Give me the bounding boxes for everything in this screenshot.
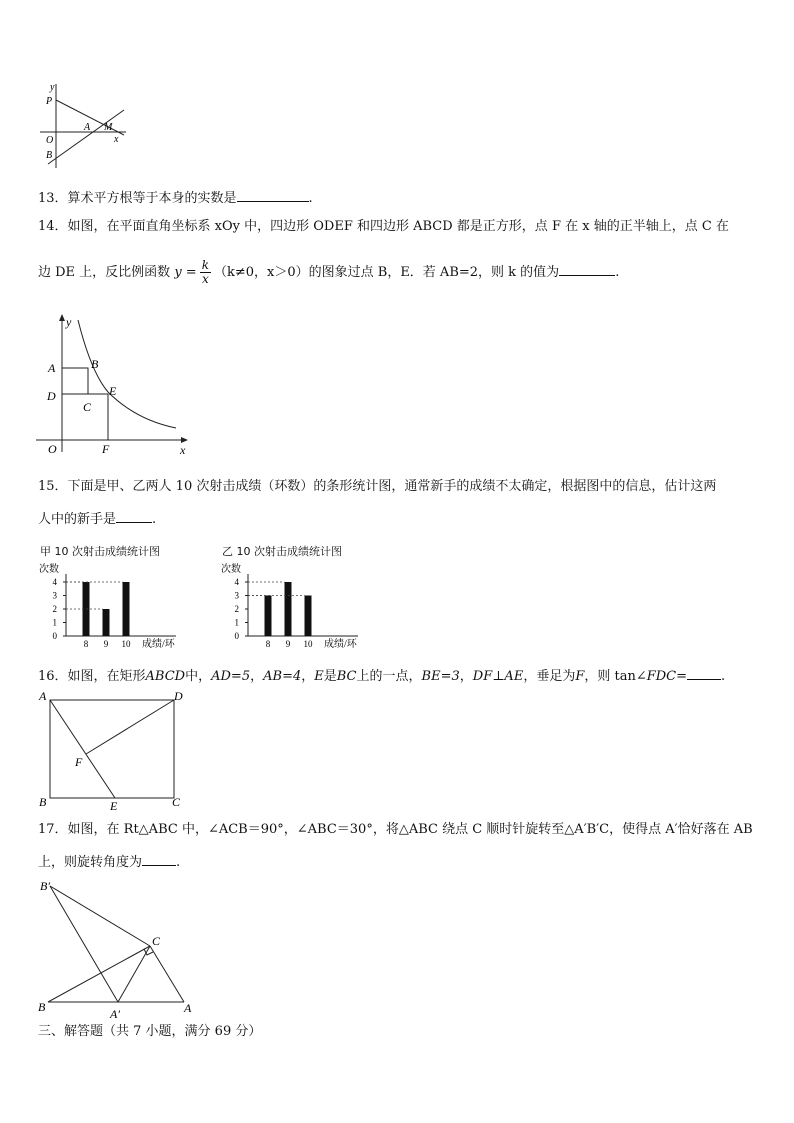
label-p: P xyxy=(46,96,53,107)
chart-y-tick-label: 3 xyxy=(234,590,239,601)
q14-y-eq: y = xyxy=(174,265,197,280)
question-15-line1: 15．下面是甲、乙两人 10 次射击成绩（环数）的条形统计图，通常新手的成绩不太确定，根据图中的信息，估计这两 xyxy=(38,479,717,494)
chart-x-tick-label: 9 xyxy=(103,639,109,649)
chart-jia xyxy=(36,560,186,655)
section-3-heading: 三、解答题（共 7 小题，满分 69 分） xyxy=(38,1024,262,1039)
chart-x-tick-label: 8 xyxy=(265,639,271,649)
label-o: O xyxy=(46,135,54,146)
question-13-end: . xyxy=(308,191,313,206)
q16-abcd: ABCD xyxy=(145,669,186,684)
label-d: D xyxy=(47,389,56,403)
question-17-line1: 17．如图，在 Rt△ABC 中，∠ACB＝90°，∠ABC＝30°，将△ABC 绕点 C 顺时针旋转至△A′B′C，使得点 A′恰好落在 AB xyxy=(38,822,753,837)
chart-y-label: 次数 xyxy=(221,564,241,575)
question-14-line1: 14．如图，在平面直角坐标系 xOy 中，四边形 ODEF 和四边形 ABCD 都是正方形，点 F 在 x 轴的正半轴上，点 C 在 xyxy=(38,219,729,234)
label-a: A xyxy=(84,122,91,133)
label-d: D xyxy=(174,689,183,703)
square-abcd xyxy=(62,368,88,394)
label-f: F xyxy=(75,755,83,769)
question-14-line2 xyxy=(38,258,619,290)
y-arrow xyxy=(59,314,65,321)
label-c: C xyxy=(83,400,92,414)
chart-y-label: 次数 xyxy=(39,564,59,575)
q16-sep: ， xyxy=(301,669,315,684)
segment-ca xyxy=(150,946,184,1002)
chart-bar-10 xyxy=(305,596,312,637)
q12-figure xyxy=(36,80,136,170)
chart-y-tick-label: 1 xyxy=(52,617,57,628)
label-c: C xyxy=(152,934,161,948)
chart-y-tick-label: 0 xyxy=(234,631,239,641)
chart-x-tick-label: 10 xyxy=(303,639,313,649)
answer-blank xyxy=(116,510,152,523)
segment-df xyxy=(86,700,174,754)
q17-end: . xyxy=(176,855,181,870)
q16-text-c: 是 xyxy=(323,669,337,684)
label-e: E xyxy=(109,384,117,398)
answer-blank xyxy=(237,189,309,202)
q16-be: BE=3 xyxy=(421,669,460,684)
segment-ae xyxy=(50,700,115,798)
chart-jia-title: 甲 10 次射击成绩统计图 xyxy=(40,545,160,558)
hyperbola-curve xyxy=(78,320,176,428)
question-13-text: 13．算术平方根等于本身的实数是 xyxy=(38,191,237,206)
q16-e: E xyxy=(314,669,324,684)
label-b: B xyxy=(38,1000,46,1014)
segment-b-prime-c xyxy=(50,886,150,946)
q16-f: F xyxy=(575,669,585,684)
label-c: C xyxy=(172,795,181,809)
answer-blank xyxy=(559,263,615,276)
line-b xyxy=(48,110,124,164)
rectangle-abcd xyxy=(50,700,174,798)
chart-x-tick-label: 10 xyxy=(121,639,131,649)
q16-sep: ， xyxy=(459,669,473,684)
q16-ab: AB=4 xyxy=(263,669,302,684)
q16-text-f: ，则 tan∠ xyxy=(584,669,647,684)
chart-yi xyxy=(218,560,368,655)
q16-ad: AD=5 xyxy=(211,669,251,684)
frac-numerator: k xyxy=(201,258,209,272)
chart-x-tick-label: 9 xyxy=(285,639,291,649)
chart-bar-8 xyxy=(265,596,272,637)
label-m: M xyxy=(104,122,113,133)
label-e: E xyxy=(110,799,118,813)
chart-bar-9 xyxy=(103,609,110,636)
q16-text-a: 16．如图，在矩形 xyxy=(38,669,146,684)
q16-sep: ， xyxy=(250,669,264,684)
answer-blank xyxy=(142,853,176,866)
label-y: y xyxy=(66,315,72,329)
q16-dfae: DF⊥AE xyxy=(472,669,524,684)
label-b: B xyxy=(91,357,99,371)
label-a: A xyxy=(48,361,56,375)
question-15-line2 xyxy=(38,510,156,528)
chart-x-label: 成绩/环 xyxy=(324,639,357,650)
q16-end: . xyxy=(721,669,726,684)
q16-text-e: ，垂足为 xyxy=(523,669,576,684)
q17-figure xyxy=(36,874,206,1024)
chart-yi-title: 乙 10 次射击成绩统计图 xyxy=(222,545,342,558)
q14-figure xyxy=(36,312,196,462)
label-a: A xyxy=(39,689,47,703)
q16-figure xyxy=(36,688,196,813)
segment-bc xyxy=(48,946,150,1002)
question-16 xyxy=(38,667,725,685)
q16-text-b: 中， xyxy=(185,669,212,684)
chart-y-tick-label: 1 xyxy=(234,617,239,628)
chart-y-tick-label: 2 xyxy=(234,604,239,614)
q17-text: 上，则旋转角度为 xyxy=(38,855,143,870)
label-x: x xyxy=(180,443,186,457)
label-f: F xyxy=(102,442,110,456)
chart-y-tick-label: 2 xyxy=(52,604,57,614)
segment-b-prime-a-prime xyxy=(50,886,118,1002)
q16-bc: BC xyxy=(336,669,357,684)
q16-fdc: FDC= xyxy=(646,669,688,684)
chart-x-label: 成绩/环 xyxy=(142,639,175,650)
frac-denominator: x xyxy=(201,272,209,286)
label-b: B xyxy=(46,150,53,161)
chart-x-tick-label: 8 xyxy=(83,639,89,649)
label-x: x xyxy=(114,134,119,145)
q15-end: . xyxy=(152,512,157,527)
label-y: y xyxy=(50,82,55,93)
label-a: A xyxy=(184,1001,192,1015)
q14-end: . xyxy=(615,265,620,280)
answer-blank xyxy=(687,667,721,680)
label-b-prime: B′ xyxy=(40,879,50,893)
q15-text: 人中的新手是 xyxy=(38,512,117,527)
chart-bar-9 xyxy=(285,582,292,636)
q14-text-a: 边 DE 上，反比例函数 xyxy=(38,265,171,280)
chart-bar-10 xyxy=(123,582,130,636)
q14-fraction xyxy=(200,259,211,286)
label-b: B xyxy=(39,795,47,809)
q14-text-b: （k≠0，x＞0）的图象过点 B，E．若 AB=2，则 k 的值为 xyxy=(213,265,560,280)
chart-y-tick-label: 3 xyxy=(52,590,57,601)
question-13 xyxy=(38,189,313,207)
question-17-line2 xyxy=(38,853,180,871)
chart-y-tick-label: 4 xyxy=(234,577,239,587)
q16-text-d: 上的一点， xyxy=(356,669,422,684)
chart-y-tick-label: 4 xyxy=(52,577,57,587)
chart-y-tick-label: 0 xyxy=(52,631,57,641)
label-o: O xyxy=(48,442,57,456)
label-a-prime: A′ xyxy=(110,1007,120,1021)
